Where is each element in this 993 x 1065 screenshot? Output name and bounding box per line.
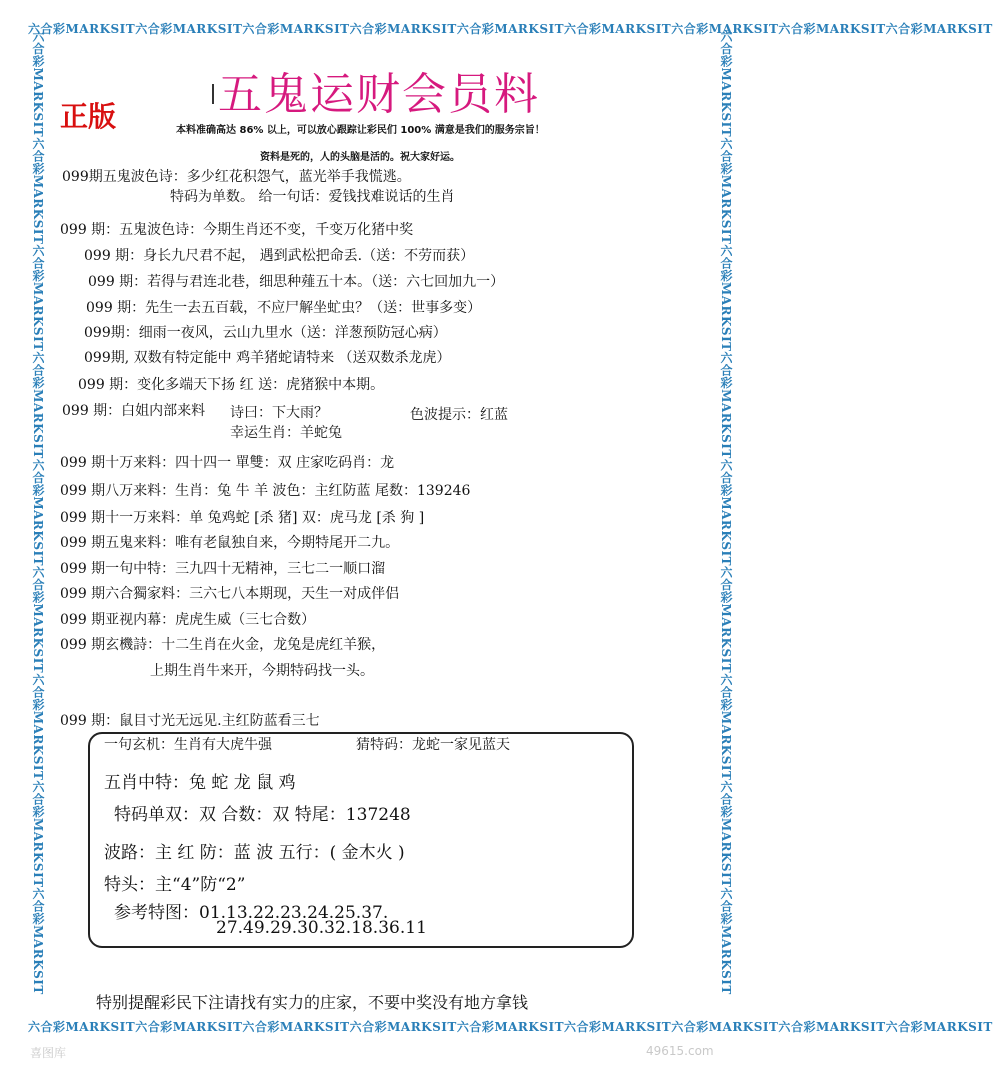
box-mystery-sentence: 一句玄机：生肖有大虎牛强 bbox=[104, 737, 272, 753]
box-wave-path: 波路：主 红 防：蓝 波 五行：( 金木火 ) bbox=[104, 843, 405, 863]
line-north-lane: 099 期：若得与君连北巷，细思种薤五十本。（送：六七回加九一） bbox=[88, 274, 505, 290]
line-white-sister: 099 期：白姐内部来料 bbox=[62, 403, 206, 419]
box-head: 特头：主“4”防“2” bbox=[104, 875, 246, 895]
box-five-zodiac: 五肖中特：兔 蛇 龙 鼠 鸡 bbox=[104, 773, 296, 793]
line-night-rain: 099期：细雨一夜风，云山九里水（送：洋葱预防冠心病） bbox=[84, 325, 447, 341]
line-five-hundred-years: 099 期：先生一去五百载，不应尸解坐虻虫？（送：世事多变） bbox=[86, 300, 482, 316]
footer-reminder: 特别提醒彩民下注请找有实力的庄家，不要中奖没有地方拿钱 bbox=[96, 993, 529, 1012]
line-color-hint: 色波提示：红蓝 bbox=[410, 407, 508, 423]
line-lucky-zodiac: 幸运生肖：羊蛇兔 bbox=[230, 425, 342, 441]
line-tall-man: 099 期：身长九尺君不起， 遇到武松把命丢.（送：不劳而获） bbox=[84, 248, 475, 264]
title-bar-mark bbox=[212, 84, 214, 104]
line-80k-material: 099 期八万来料：生肖：兔 牛 羊 波色：主红防蓝 尾数：139246 bbox=[60, 483, 471, 499]
line-one-sentence: 099 期一句中特：三九四十无精神，三七二一顺口溜 bbox=[60, 561, 386, 577]
line-mystery-poem-2: 上期生肖牛来开，今期特码找一头。 bbox=[150, 663, 374, 679]
watermark-strip-right: 六合彩MARKSIT六合彩MARKSIT六合彩MARKSIT六合彩MARKSIT六合彩MARKSIT六合彩MARKSIT六合彩MARKSIT六合彩MARKSIT六合彩MARKSIT bbox=[719, 30, 733, 995]
watermark-strip-bottom: 六合彩MARKSIT六合彩MARKSIT六合彩MARKSIT六合彩MARKSIT六合彩MARKSIT六合彩MARKSIT六合彩MARKSIT六合彩MARKSIT六合彩MARKSIT bbox=[28, 1020, 993, 1034]
slogan-accuracy: 本料准确高达 86% 以上，可以放心跟踪让彩民们 100% 满意是我们的服务宗旨！ bbox=[176, 125, 545, 136]
line-five-ghost-poem: 099期五鬼波色诗：多少红花积怨气，蓝光举手我慌逃。 bbox=[62, 169, 411, 185]
line-exclusive-material: 099 期六合獨家料：三六七八本期现，天生一对成伴侣 bbox=[60, 586, 400, 602]
slogan-luck: 资料是死的，人的头脑是活的。祝大家好运。 bbox=[260, 152, 460, 163]
watermark-corner-right: 49615.com bbox=[646, 1044, 714, 1058]
line-atv-inside: 099 期亚视内幕：虎虎生威（三七合数） bbox=[60, 612, 316, 628]
line-changeable: 099 期：变化多端天下扬 红 送：虎猪猴中本期。 bbox=[78, 377, 385, 393]
line-100k-material: 099 期十万来料：四十四一 單雙：双 庄家吃码肖：龙 bbox=[60, 455, 395, 471]
genuine-badge: 正版 bbox=[60, 100, 117, 133]
page-title: 五鬼运财会员料 bbox=[218, 69, 540, 120]
watermark-strip-top: 六合彩MARKSIT六合彩MARKSIT六合彩MARKSIT六合彩MARKSIT六合彩MARKSIT六合彩MARKSIT六合彩MARKSIT六合彩MARKSIT六合彩MARKSIT bbox=[28, 22, 993, 36]
box-guess-number: 猜特码：龙蛇一家见蓝天 bbox=[356, 737, 510, 753]
box-odd-even: 特码单双：双 合数：双 特尾：137248 bbox=[114, 805, 411, 825]
box-reference-numbers: 参考特图：01.13.22.23.24.25.37. bbox=[114, 903, 389, 923]
line-mystery-poem: 099 期玄機詩：十二生肖在火金，龙兔是虎红羊猴， bbox=[60, 637, 386, 653]
line-five-ghost-poem-2: 099 期：五鬼波色诗：今期生肖还不变，千变万化猪中奖 bbox=[60, 222, 414, 238]
watermark-strip-left: 六合彩MARKSIT六合彩MARKSIT六合彩MARKSIT六合彩MARKSIT六合彩MARKSIT六合彩MARKSIT六合彩MARKSIT六合彩MARKSIT六合彩MARKSIT bbox=[31, 30, 45, 995]
line-five-ghost-material: 099 期五鬼来料：唯有老鼠独自来，今期特尾开二九。 bbox=[60, 535, 400, 551]
line-even-numbers: 099期, 双数有特定能中 鸡羊猪蛇请特来 （送双数杀龙虎） bbox=[84, 350, 451, 366]
line-odd-number-hint: 特码为单数。 给一句话：爱钱找难说话的生肖 bbox=[170, 189, 455, 205]
box-reference-numbers-2: 27.49.29.30.32.18.36.11 bbox=[216, 918, 427, 938]
line-poem-rain: 诗曰：下大雨？ bbox=[230, 405, 328, 421]
watermark-corner-left: 喜图库 bbox=[30, 1046, 67, 1060]
line-mouse-eye: 099 期：鼠目寸光无远见.主红防蓝看三七 bbox=[60, 713, 320, 729]
line-110k-material: 099 期十一万来料：单 兔鸡蛇 [杀 猪] 双：虎马龙 [杀 狗 ] bbox=[60, 510, 425, 526]
